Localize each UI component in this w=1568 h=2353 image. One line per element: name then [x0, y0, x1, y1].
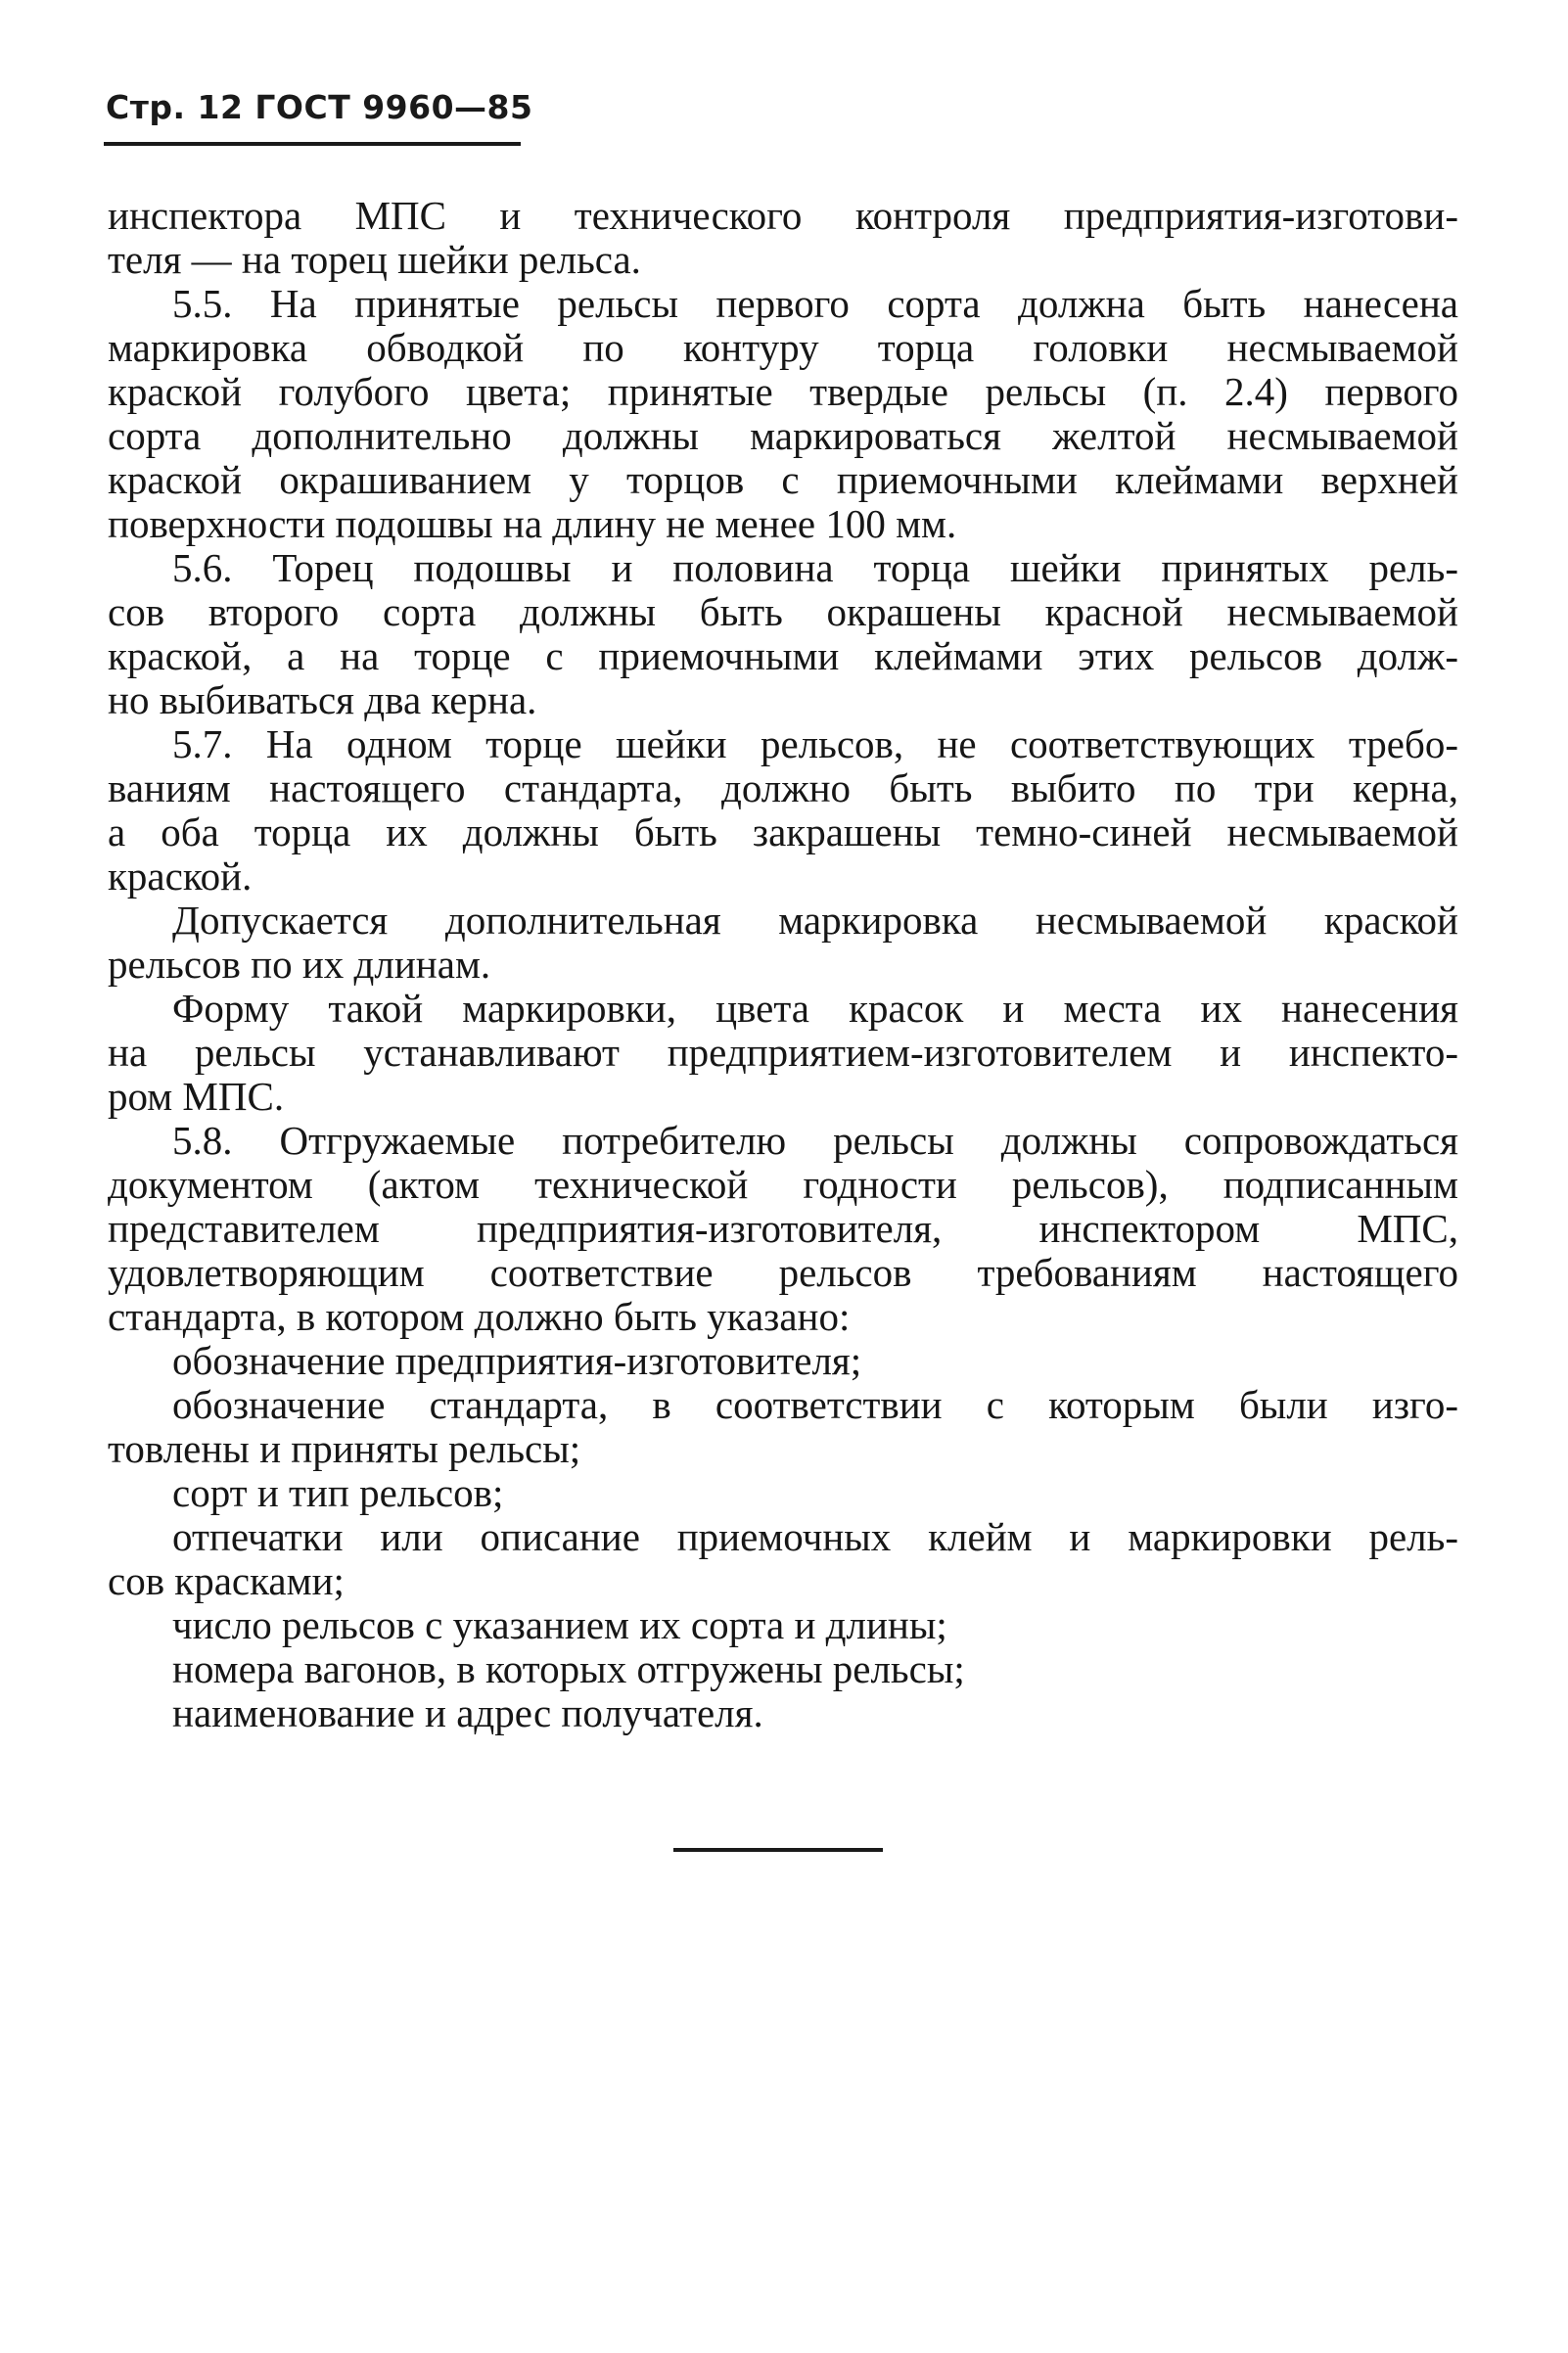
- text-line: краской голубого цвета; принятые твердые рельсы (п. 2.4) первого: [108, 369, 1458, 414]
- text-line: удовлетворяющим соответствие рельсов требованиям настоящего: [108, 1250, 1458, 1295]
- text-line: инспектора МПС и технического контроля предприятия-изготови-: [108, 193, 1458, 238]
- text-line: отпечатки или описание приемочных клейм и маркировки рель-: [172, 1514, 1458, 1559]
- running-header: Стр. 12 ГОСТ 9960—85: [106, 88, 533, 126]
- text-line: Форму такой маркировки, цвета красок и места их нанесения: [172, 986, 1458, 1031]
- text-line: стандарта, в котором должно быть указано:: [108, 1294, 851, 1339]
- text-line: 5.5. На принятые рельсы первого сорта должна быть нанесена: [172, 281, 1458, 326]
- text-line: краской, а на торце с приемочными клеймами этих рельсов долж-: [108, 633, 1458, 678]
- header-rule: [104, 142, 521, 146]
- text-line: сорт и тип рельсов;: [172, 1470, 504, 1515]
- text-line: рельсов по их длинам.: [108, 942, 491, 987]
- text-line: на рельсы устанавливают предприятием-изготовителем и инспекто-: [108, 1030, 1458, 1075]
- text-line: ром МПС.: [108, 1074, 285, 1119]
- text-line: сорта дополнительно должны маркироваться желтой несмываемой: [108, 413, 1458, 458]
- text-line: сов второго сорта должны быть окрашены красной несмываемой: [108, 589, 1458, 634]
- body-text: [108, 194, 1458, 1735]
- text-line: обозначение предприятия-изготовителя;: [172, 1338, 862, 1383]
- text-line: теля — на торец шейки рельса.: [108, 237, 641, 282]
- text-line: ваниям настоящего стандарта, должно быть выбито по три керна,: [108, 765, 1458, 810]
- text-line: наименование и адрес получателя.: [172, 1690, 763, 1735]
- text-line: номера вагонов, в которых отгружены рельсы;: [172, 1646, 965, 1691]
- text-line: краской окрашиванием у торцов с приемочными клеймами верхней: [108, 457, 1458, 502]
- text-line: сов красками;: [108, 1558, 345, 1603]
- text-line: маркировка обводкой по контуру торца головки несмываемой: [108, 325, 1458, 370]
- text-line: документом (актом технической годности рельсов), подписанным: [108, 1162, 1458, 1207]
- end-rule: [673, 1848, 883, 1852]
- text-line: 5.8. Отгружаемые потребителю рельсы должны сопровождаться: [172, 1118, 1458, 1163]
- text-line: 5.7. На одном торце шейки рельсов, не соответствующих требо-: [172, 721, 1458, 766]
- text-line: поверхности подошвы на длину не менее 100 мм.: [108, 501, 957, 546]
- text-line: Допускается дополнительная маркировка несмываемой краской: [172, 898, 1458, 943]
- text-line: а оба торца их должны быть закрашены темно-синей несмываемой: [108, 809, 1458, 854]
- text-line: но выбиваться два керна.: [108, 677, 537, 722]
- text-line: 5.6. Торец подошвы и половина торца шейки принятых рель-: [172, 545, 1458, 590]
- text-line: обозначение стандарта, в соответствии с которым были изго-: [172, 1382, 1458, 1427]
- text-line: краской.: [108, 854, 253, 899]
- text-line: представителем предприятия-изготовителя, инспектором МПС,: [108, 1206, 1458, 1251]
- text-line: товлены и приняты рельсы;: [108, 1426, 581, 1471]
- text-line: число рельсов с указанием их сорта и длины;: [172, 1602, 947, 1647]
